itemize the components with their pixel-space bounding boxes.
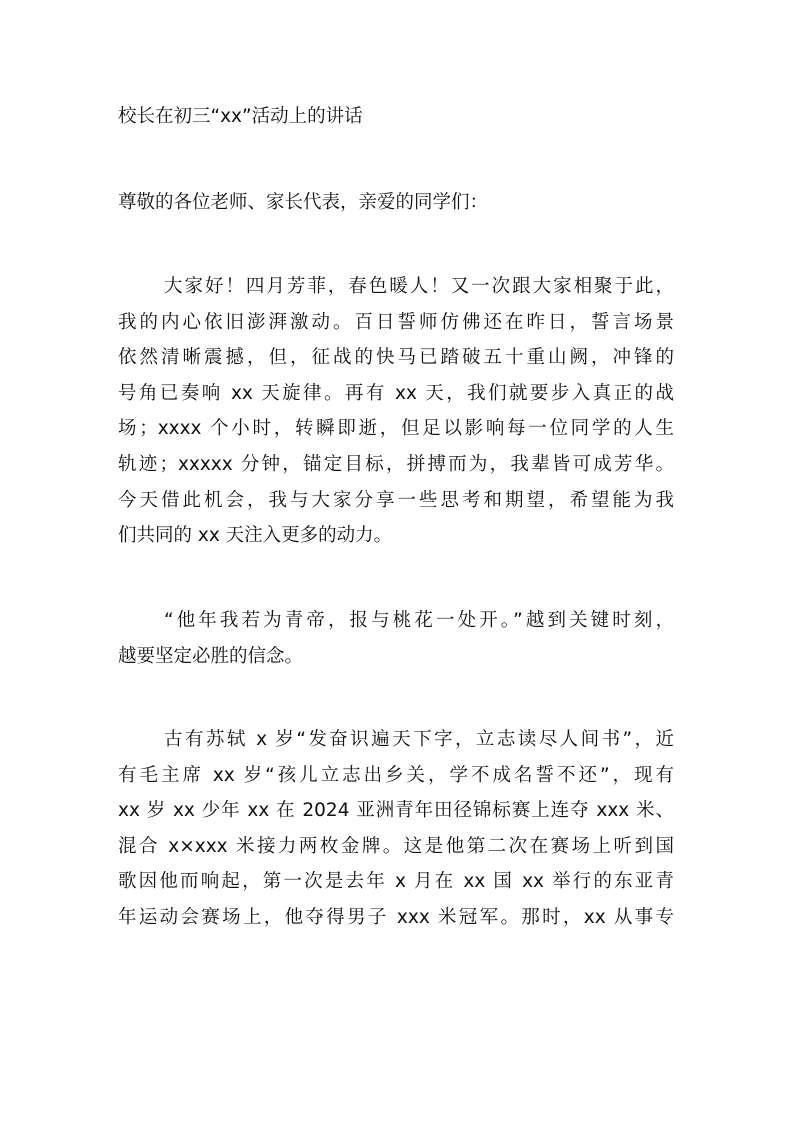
paragraph-line: 我的内心依旧澎湃激动。百日誓师仿佛还在昨日，誓言场景: [118, 311, 674, 333]
paragraph-line: 号角已奏响 xx 天旋律。再有 xx 天，我们就要步入真正的战: [118, 382, 674, 404]
paragraph-line: “他年我若为青帝，报与桃花一处开。”越到关键时刻，: [164, 610, 674, 631]
paragraph-line: 场；xxxx 个小时，转瞬即逝，但足以影响每一位同学的人生: [118, 418, 674, 440]
paragraph-line: 有毛主席 xx 岁“孩儿立志出乡关，学不成名誓不还”，现有: [118, 764, 674, 786]
paragraph-line: 依然清晰震撼，但，征战的快马已踏破五十重山阙，冲锋的: [118, 347, 674, 369]
paragraph-line: 歌因他而响起，第一次是去年 x 月在 xx 国 xx 举行的东亚青: [118, 871, 674, 893]
paragraph-line: 混合 x×xxx 米接力两枚金牌。这是他第二次在赛场上听到国: [118, 835, 674, 857]
paragraph-line: 古有苏轼 x 岁“发奋识遍天下字，立志读尽人间书”，近: [164, 729, 674, 750]
paragraph-line: 大家好！四月芳菲，春色暖人！又一次跟大家相聚于此，: [164, 276, 674, 297]
paragraph-3: [118, 722, 674, 936]
paragraph-2: [118, 603, 674, 674]
title-text: 校长在初三“xx”活动上的讲话: [118, 106, 363, 127]
paragraph-1: [118, 269, 674, 554]
document-title: [118, 99, 674, 135]
paragraph-line: 越要坚定必胜的信念。: [118, 645, 304, 667]
paragraph-line: 们共同的 xx 天注入更多的动力。: [118, 525, 393, 547]
paragraph-line: 轨迹；xxxxx 分钟，锚定目标，拼搏而为，我辈皆可成芳华。: [118, 453, 674, 475]
paragraph-line: 年运动会赛场上，他夺得男子 xxx 米冠军。那时，xx 从事专: [118, 906, 674, 928]
paragraph-line: xx 岁 xx 少年 xx 在 2024 亚洲青年田径锦标赛上连夺 xxx 米、: [118, 800, 674, 822]
greeting-text: 尊敬的各位老师、家长代表，亲爱的同学们：: [118, 192, 489, 213]
greeting: [118, 185, 674, 221]
paragraph-line: 今天借此机会，我与大家分享一些思考和期望，希望能为我: [118, 489, 674, 511]
